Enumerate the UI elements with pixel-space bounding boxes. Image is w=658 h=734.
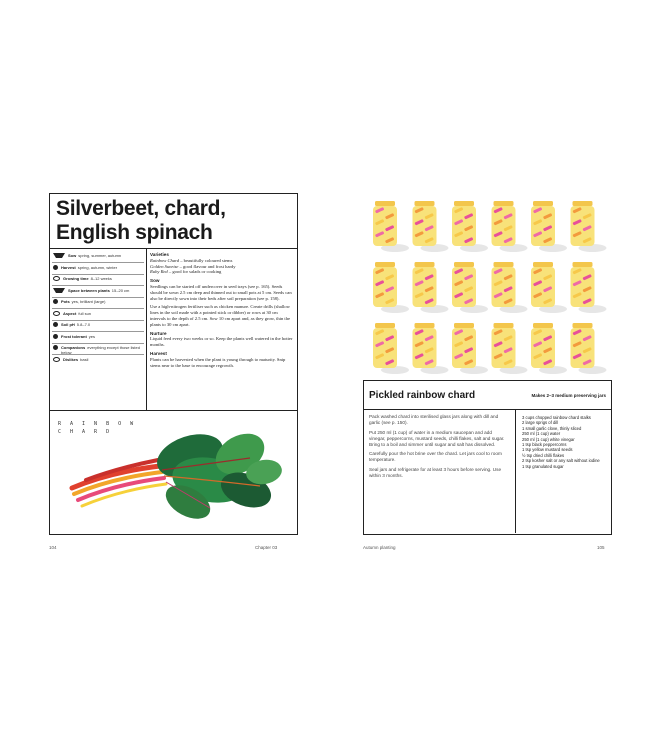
trait-divider	[52, 308, 144, 309]
method-step: Seal jars and refrigerate for at least 3 hours before serving. Use within 3 months.	[369, 466, 502, 478]
ingredient-item: 1 tsp yellow mustard seeds	[522, 447, 573, 453]
jar	[373, 262, 409, 313]
ingredient-item: 1 small garlic clove, thinly sliced	[522, 425, 582, 431]
page-number-left: 104	[49, 545, 57, 550]
sow-text-2: Use a high-nitrogen fertiliser such as chicken manure. Create drills (shallow lines in the soil made with a pointed stick or dibber) or rows at 30 cm intervals to the depth of 2.5 cm. Sow 10 cm apart and, as they grow, thin the plants to 30 cm apart.	[150, 304, 291, 327]
soil-icon	[53, 322, 58, 327]
trait-value: everything except those listed below	[61, 345, 140, 355]
trait-row	[53, 253, 141, 258]
recipe-card	[363, 380, 612, 535]
harvest-icon	[53, 265, 58, 270]
page-number-right: 105	[597, 545, 605, 550]
recipe-method	[369, 414, 509, 482]
trait-value: full sun	[78, 310, 92, 316]
heart-icon	[53, 345, 58, 350]
sow-icon	[53, 253, 65, 258]
clock-icon	[53, 276, 60, 281]
jar	[531, 201, 567, 252]
variety-list	[150, 258, 293, 275]
ingredient-item: 2 large sprigs of dill	[522, 420, 559, 426]
trait-divider	[52, 262, 144, 263]
trait-value: 8–12 weeks	[90, 276, 112, 281]
jar	[571, 201, 607, 252]
plant-title	[56, 197, 226, 245]
ingredient-item: ½ tsp dried chilli flakes	[522, 452, 565, 458]
recipe-title: Pickled rainbow chard	[369, 390, 476, 401]
ingredient-item: 2 tsp kosher salt or any salt without iodine	[522, 458, 600, 464]
jar	[413, 323, 449, 374]
title-line-2: English spinach	[56, 221, 213, 244]
harvest-heading: Harvest	[150, 350, 167, 356]
trait-value: basil	[80, 356, 89, 362]
chapter-label: Chapter 03	[255, 545, 278, 550]
trait-row	[53, 357, 141, 362]
column-divider	[146, 248, 147, 410]
trait-value: yes, brilliant (large)	[71, 299, 106, 304]
jar	[492, 201, 528, 252]
trait-row	[53, 311, 141, 316]
ingredient-item: 250 ml (1 cup) white vinegar	[522, 436, 575, 442]
pot-icon	[53, 299, 58, 304]
ingredient-item: 1 tsp granulated sugar	[522, 463, 564, 469]
ingredient-item: 250 ml (1 cup) water	[522, 431, 561, 437]
jar	[373, 201, 409, 252]
trait-divider	[52, 343, 144, 344]
jar	[492, 262, 528, 313]
title-line-1: Silverbeet, chard,	[56, 197, 226, 220]
trait-row	[53, 288, 141, 293]
varieties-heading: Varieties	[150, 252, 169, 257]
growing-notes	[150, 252, 293, 368]
method-step: Pack washed chard into sterilised glass jars along with dill and garlic (see p. 150).	[369, 414, 499, 425]
sun-icon	[53, 311, 60, 316]
trait-divider	[52, 320, 144, 321]
ingredient-list	[520, 415, 608, 469]
dislike-icon	[53, 357, 60, 362]
frost-icon	[53, 334, 58, 339]
spacing-icon	[53, 288, 65, 293]
trait-value: 5.8–7.0	[76, 322, 91, 327]
trait-label: Growing time	[63, 276, 89, 281]
harvest-text: Plants can be harvested when the plant is young through to maturity. Snip stems near to the base to encourage regrowth.	[150, 356, 286, 368]
divider	[50, 248, 297, 249]
jar	[492, 323, 528, 374]
sow-heading: Sow	[150, 278, 160, 284]
trait-label: Harvest	[61, 264, 76, 270]
jar	[413, 201, 449, 252]
trait-label: Aspect	[63, 310, 77, 316]
method-step: Put 250 ml (1 cup) of water in a medium saucepan and add vinegar, peppercorns, mustard seeds, chilli flakes, salt and sugar. Bring to a boil and simmer until sugar and salt has dissolved.	[369, 429, 505, 447]
jar	[413, 262, 449, 313]
trait-divider	[52, 331, 144, 332]
trait-row	[53, 299, 141, 304]
trait-label: Frost tolerant	[61, 333, 87, 339]
section-label: Autumn planting	[363, 545, 396, 550]
variety-item: Rainbow Chard – beautifully coloured stems	[150, 257, 233, 263]
column-divider	[515, 409, 516, 533]
nurture-text: Liquid feed every two weeks or so. Keep the plants well watered in the hotter months.	[150, 336, 293, 348]
divider	[364, 409, 611, 410]
jar	[452, 201, 488, 252]
trait-value: 15–20 cm	[111, 287, 130, 293]
trait-value: spring, summer, autumn	[78, 253, 122, 258]
jar	[373, 323, 409, 374]
illustration-label: R A I N B O W C H A R D	[58, 421, 137, 435]
method-step: Carefully pour the hot brine over the chard. Let jars cool to room temperature.	[369, 451, 502, 462]
variety-item: Golden Sunrise – good flavour and frost hardy	[150, 263, 236, 269]
jar	[571, 323, 607, 374]
jar	[531, 323, 567, 374]
trait-label: Soil pH	[61, 322, 75, 327]
trait-row	[53, 322, 141, 327]
jar	[452, 323, 488, 374]
trait-divider	[52, 285, 144, 286]
jars-grid	[363, 193, 610, 378]
variety-item: Ruby Red – good for salads or cooking	[150, 269, 222, 275]
jar	[531, 262, 567, 313]
trait-value: spring, autumn, winter	[77, 264, 118, 270]
trait-row	[53, 276, 141, 281]
trait-value: yes	[88, 333, 96, 339]
ingredient-item: 1 tsp black peppercorns	[522, 442, 567, 448]
jars-photo	[363, 193, 610, 378]
rainbow-chard-illustration	[50, 410, 297, 534]
trait-label: Companions	[61, 345, 86, 350]
trait-label: Pots	[61, 299, 70, 304]
recipe-yield: Makes 2–3 medium preserving jars	[531, 393, 606, 398]
plant-profile-card	[49, 193, 298, 535]
trait-row	[53, 265, 141, 270]
trait-divider	[52, 354, 144, 355]
trait-label: Space between plants	[68, 287, 110, 293]
jar	[571, 262, 607, 313]
trait-label: Dislikes	[63, 356, 79, 362]
trait-row	[53, 334, 141, 339]
ingredient-item: 3 cups chopped rainbow chard stalks	[522, 415, 591, 420]
trait-label: Sow	[68, 253, 77, 258]
sow-text: Seedlings can be started off undercover in seed trays (see p. 165). Seeds should be sown 2.5 cm deep and thinned out to small pots at 5 cm. Seeds can also be directly sown into their beds after soil preparation (see p. 158).	[150, 283, 292, 301]
trait-divider	[52, 297, 144, 298]
jar	[452, 262, 488, 313]
trait-divider	[52, 274, 144, 275]
nurture-heading: Nurture	[150, 330, 167, 336]
